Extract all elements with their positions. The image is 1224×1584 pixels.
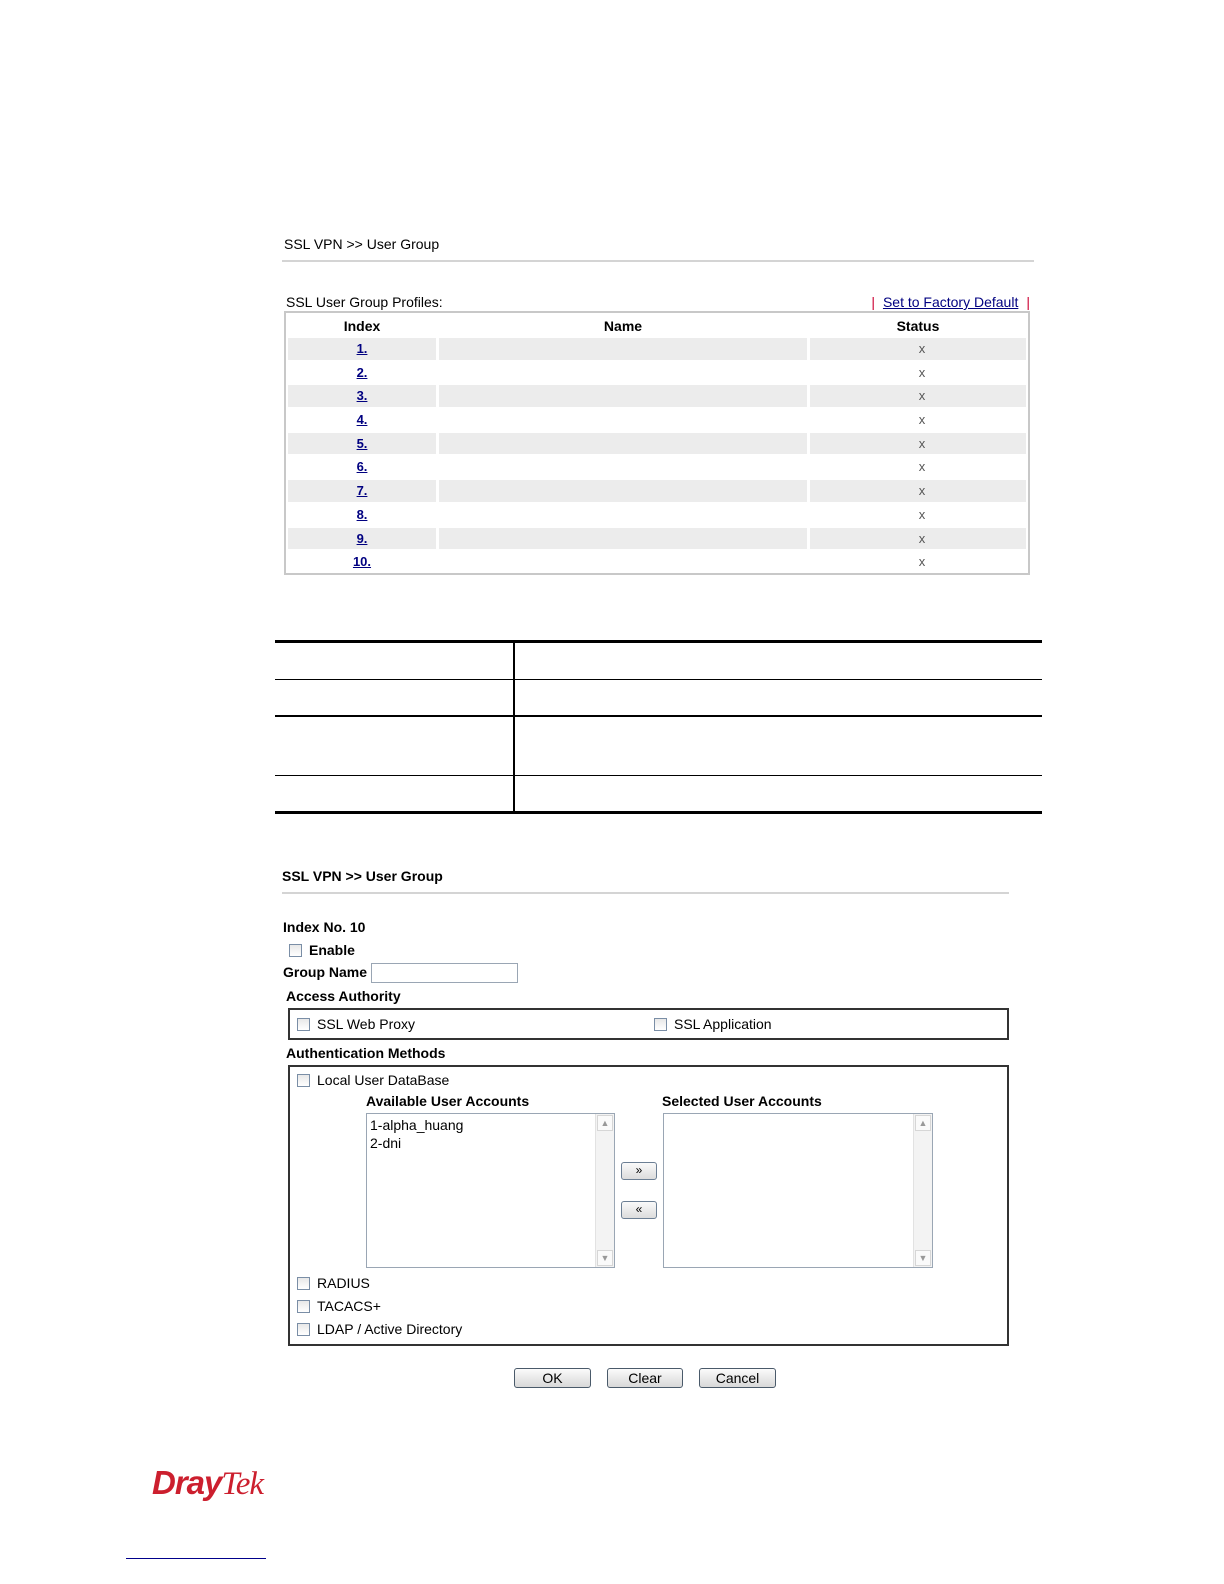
profile-index-link[interactable]: 7. — [356, 483, 368, 499]
enable-checkbox[interactable] — [289, 944, 302, 957]
table-row — [275, 680, 1042, 717]
scrollbar[interactable] — [913, 1114, 932, 1267]
group-name-label: Group Name — [283, 964, 368, 980]
available-accounts-list[interactable] — [366, 1113, 615, 1268]
ldap-label: LDAP / Active Directory — [317, 1321, 463, 1337]
breadcrumb: SSL VPN >> User Group — [284, 236, 440, 252]
profile-status: x — [918, 364, 926, 380]
footer-divider — [126, 1558, 266, 1559]
profile-index-link[interactable]: 2. — [356, 364, 368, 380]
profile-status: x — [918, 412, 926, 428]
column-header-name: Name — [603, 318, 643, 334]
list-item[interactable]: 1-alpha_huang — [370, 1117, 464, 1133]
enable-label: Enable — [309, 942, 355, 958]
available-accounts-header: Available User Accounts — [366, 1093, 530, 1109]
ssl-application-label: SSL Application — [674, 1016, 772, 1032]
move-left-button[interactable]: « — [621, 1201, 657, 1219]
tacacs-checkbox[interactable] — [297, 1300, 310, 1313]
table-row — [275, 716, 1042, 776]
table-row — [288, 528, 1026, 550]
table-row — [288, 338, 1026, 360]
profile-status: x — [810, 338, 1026, 360]
table-row — [288, 362, 1026, 384]
profile-status: x — [810, 480, 1026, 502]
profile-status: x — [810, 385, 1026, 407]
profile-status: x — [918, 554, 926, 570]
profile-name — [439, 528, 807, 550]
scroll-down-icon[interactable]: ▼ — [915, 1250, 931, 1266]
index-number: Index No. 10 — [283, 919, 366, 935]
ssl-web-proxy-label: SSL Web Proxy — [317, 1016, 416, 1032]
profile-status: x — [918, 506, 926, 522]
logo-tek: Tek — [221, 1466, 264, 1502]
profile-name — [439, 338, 807, 360]
separator: | — [1026, 294, 1030, 310]
group-name-input[interactable] — [371, 963, 518, 983]
local-user-db-checkbox[interactable] — [297, 1074, 310, 1087]
factory-default-group — [871, 294, 1030, 310]
profile-index-link[interactable]: 1. — [356, 341, 368, 356]
profile-index-link[interactable]: 9. — [356, 530, 368, 546]
move-right-button[interactable]: » — [621, 1162, 657, 1180]
ssl-application-checkbox[interactable] — [654, 1018, 667, 1031]
profile-index-link[interactable]: 3. — [356, 388, 368, 404]
tacacs-label: TACACS+ — [317, 1298, 381, 1314]
table-row — [288, 409, 1026, 431]
profile-index-link[interactable]: 4. — [356, 412, 368, 428]
profile-index-link[interactable]: 5. — [356, 435, 368, 451]
ssl-application-option[interactable] — [654, 1016, 772, 1032]
profile-status: x — [810, 433, 1026, 455]
draytek-logo — [152, 1464, 263, 1503]
available-accounts-items — [370, 1116, 463, 1152]
profile-name — [439, 409, 807, 431]
local-user-db-option[interactable] — [297, 1072, 449, 1088]
clear-button[interactable]: Clear — [607, 1368, 683, 1388]
table-header — [288, 314, 1026, 338]
ldap-option[interactable] — [297, 1321, 462, 1337]
profile-status: x — [918, 459, 926, 475]
profile-index-link[interactable]: 8. — [356, 506, 368, 522]
profile-name — [439, 385, 807, 407]
radius-option[interactable] — [297, 1275, 370, 1291]
table-row — [275, 642, 1042, 680]
profiles-bar — [282, 292, 1034, 312]
radius-checkbox[interactable] — [297, 1277, 310, 1290]
cancel-button[interactable]: Cancel — [699, 1368, 776, 1388]
table-row — [288, 433, 1026, 455]
factory-default-link[interactable]: Set to Factory Default — [882, 294, 1019, 310]
profile-name — [439, 433, 807, 455]
list-item[interactable]: 2-dni — [370, 1135, 402, 1151]
column-header-status: Status — [896, 318, 940, 334]
user-group-list-screenshot — [282, 230, 1034, 570]
profile-index-link[interactable]: 6. — [356, 459, 368, 475]
scrollbar[interactable] — [595, 1114, 614, 1267]
ldap-checkbox[interactable] — [297, 1323, 310, 1336]
scroll-up-icon[interactable]: ▲ — [597, 1115, 613, 1131]
separator: | — [871, 294, 875, 310]
tacacs-option[interactable] — [297, 1298, 381, 1314]
selected-accounts-header: Selected User Accounts — [662, 1093, 822, 1109]
table-row — [288, 385, 1026, 407]
profile-index-link[interactable]: 10. — [352, 554, 372, 570]
table-row — [275, 776, 1042, 813]
ssl-web-proxy-checkbox[interactable] — [297, 1018, 310, 1031]
table-row — [288, 480, 1026, 502]
ok-button[interactable]: OK — [514, 1368, 591, 1388]
description-table — [275, 640, 1042, 814]
table-row — [288, 551, 1026, 573]
auth-methods-label: Authentication Methods — [286, 1045, 446, 1061]
scroll-down-icon[interactable]: ▼ — [597, 1250, 613, 1266]
profiles-title: SSL User Group Profiles: — [286, 294, 443, 310]
column-header-index: Index — [343, 318, 381, 334]
logo-dray: Dray — [152, 1464, 222, 1501]
profiles-table — [284, 311, 1030, 575]
selected-accounts-list[interactable] — [663, 1113, 933, 1268]
ssl-web-proxy-option[interactable] — [297, 1016, 415, 1032]
profile-name — [439, 504, 807, 526]
enable-option[interactable] — [289, 942, 355, 958]
profile-name — [439, 362, 807, 384]
local-user-db-label: Local User DataBase — [317, 1072, 450, 1088]
profile-name — [439, 480, 807, 502]
profile-name — [439, 551, 807, 573]
profile-status: x — [810, 528, 1026, 550]
radius-label: RADIUS — [317, 1275, 370, 1291]
breadcrumb: SSL VPN >> User Group — [282, 868, 443, 884]
scroll-up-icon[interactable]: ▲ — [915, 1115, 931, 1131]
table-row — [288, 456, 1026, 478]
access-authority-label: Access Authority — [286, 988, 401, 1004]
breadcrumb-divider — [282, 892, 1009, 894]
profile-name — [439, 456, 807, 478]
table-row — [288, 504, 1026, 526]
breadcrumb-divider — [282, 260, 1034, 262]
